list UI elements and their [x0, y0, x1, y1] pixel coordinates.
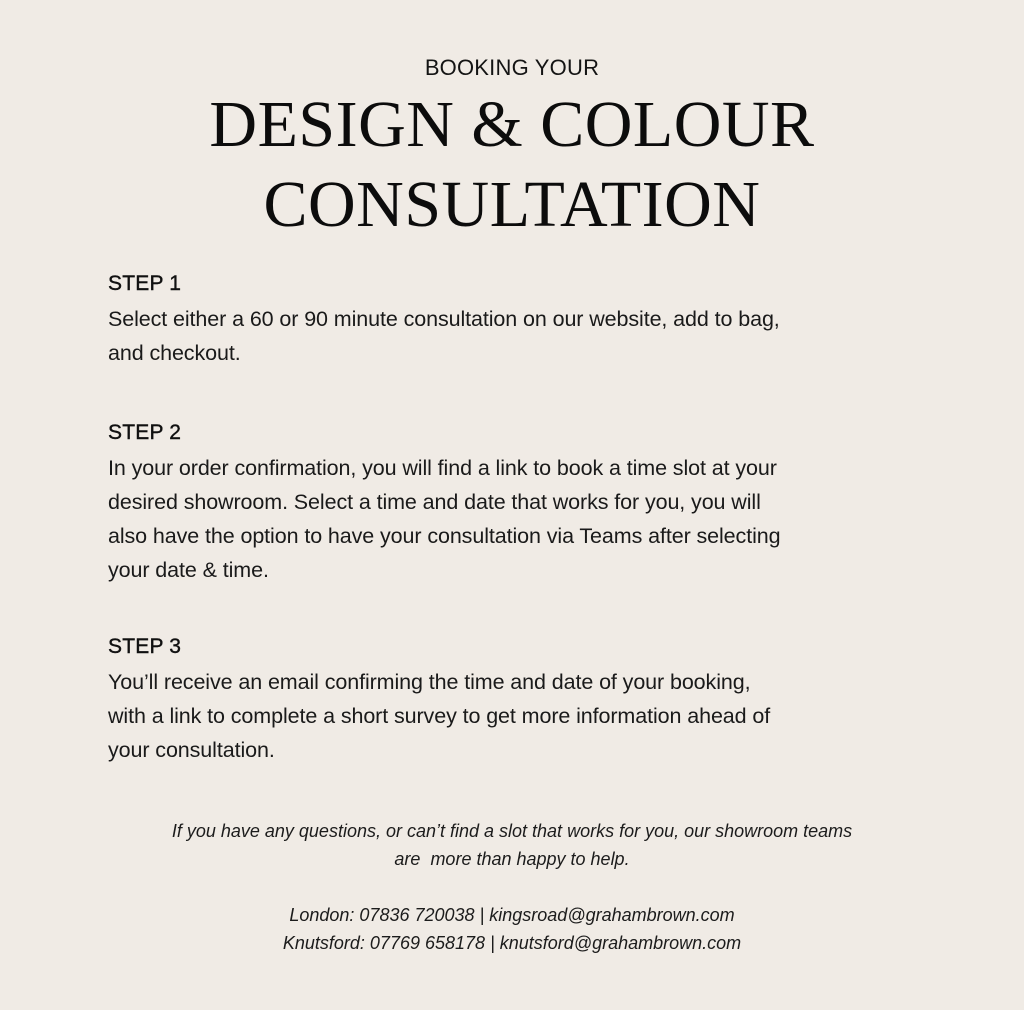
step-2-section	[108, 420, 938, 587]
step-1-section	[108, 271, 938, 370]
contact-london-email[interactable]: kingsroad@grahambrown.com	[489, 905, 735, 925]
contact-knutsford-location: Knutsford:	[282, 933, 365, 953]
help-note-line-2: are more than happy to help.	[394, 849, 630, 869]
contact-london	[0, 901, 1024, 929]
step-1-description	[108, 302, 938, 370]
contact-london-location: London:	[289, 905, 355, 925]
step-3-description	[108, 665, 938, 767]
help-note-line-1: If you have any questions, or can’t find a slot that works for you, our showroom teams	[171, 821, 853, 841]
header-kicker: BOOKING YOUR	[424, 55, 600, 80]
step-3-line-2: with a link to complete a short survey to get more information ahead of	[108, 704, 771, 728]
contact-knutsford-phone[interactable]: 07769 658178	[369, 933, 486, 953]
contact-separator: |	[479, 905, 485, 925]
showroom-contacts	[0, 901, 1024, 957]
step-1-line-1: Select either a 60 or 90 minute consultation on our website, add to bag,	[108, 307, 780, 331]
step-3-line-3: your consultation.	[108, 738, 275, 762]
step-3-label: STEP 3	[108, 635, 182, 658]
contact-knutsford-email[interactable]: knutsford@grahambrown.com	[499, 933, 742, 953]
step-2-line-3: also have the option to have your consultation via Teams after selecting	[108, 524, 781, 548]
step-2-line-4: your date & time.	[108, 558, 269, 582]
help-note	[0, 817, 1024, 873]
step-3-line-1: You’ll receive an email confirming the time and date of your booking,	[108, 670, 751, 694]
step-3-section	[108, 634, 938, 767]
contact-london-phone[interactable]: 07836 720038	[359, 905, 475, 925]
step-1-label: STEP 1	[108, 272, 182, 295]
step-1-line-2: and checkout.	[108, 341, 241, 365]
step-2-label: STEP 2	[108, 421, 182, 444]
step-2-description	[108, 451, 938, 587]
step-2-line-2: desired showroom. Select a time and date that works for you, you will	[108, 490, 761, 514]
contact-knutsford	[0, 929, 1024, 957]
step-2-line-1: In your order confirmation, you will find a link to book a time slot at your	[108, 456, 777, 480]
contact-separator: |	[490, 933, 495, 953]
page-title-line-1: DESIGN & COLOUR	[209, 88, 815, 161]
page-title-line-2: CONSULTATION	[263, 168, 761, 241]
